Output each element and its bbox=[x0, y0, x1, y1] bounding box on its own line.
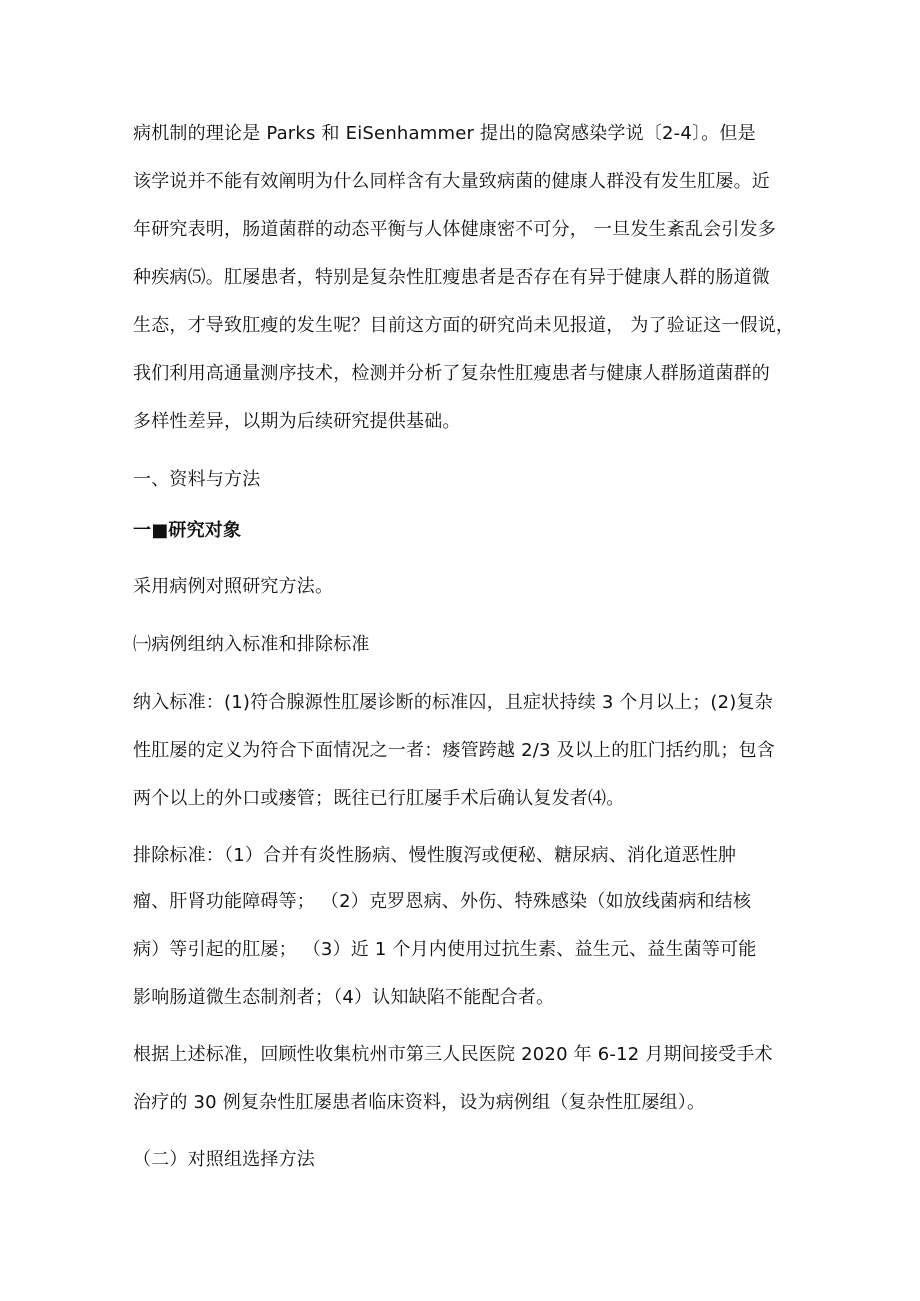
intro-line-1: 病机制的理论是 Parks 和 EiSenhammer 提出的隐窝感染学说〔2-4〕。但是 bbox=[133, 123, 756, 144]
criteria-heading: ㈠病例组纳入标准和排除标准 bbox=[133, 634, 370, 655]
exclusion-line-3: 病）等引起的肛屡； （3）近 1 个月内使用过抗生素、益生元、益生菌等可能 bbox=[133, 939, 757, 960]
section-heading: 一、资料与方法 bbox=[133, 469, 261, 490]
inclusion-line-2: 性肛屡的定义为符合下面情况之一者：瘘管跨越 2/3 及以上的肛门括约肌；包含 bbox=[133, 740, 776, 761]
method-sentence: 采用病例对照研究方法。 bbox=[133, 576, 334, 597]
exclusion-line-1: 排除标准：（1）合并有炎性肠病、慢性腹泻或便秘、糖尿病、消化道恶性肿 bbox=[133, 845, 737, 866]
exclusion-line-4: 影响肠道微生态制剂者；（4）认知缺陷不能配合者。 bbox=[133, 987, 555, 1008]
control-heading: （二）对照组选择方法 bbox=[133, 1149, 315, 1170]
inclusion-line-3: 两个以上的外口或瘘管；既往已行肛屡手术后确认复发者⑷。 bbox=[133, 788, 625, 809]
intro-line-6: 我们利用高通量测序技术，检测并分析了复杂性肛瘦患者与健康人群肠道菌群的 bbox=[133, 363, 770, 384]
intro-line-3: 年研究表明，肠道菌群的动态平衡与人体健康密不可分， 一旦发生紊乱会引发多 bbox=[133, 219, 776, 240]
subsection-heading: 一■研究对象 bbox=[133, 520, 242, 541]
inclusion-line-1: 纳入标准：(1)符合腺源性肛屡诊断的标准囚，且症状持续 3 个月以上；(2)复杂 bbox=[133, 692, 773, 713]
intro-line-4: 种疾病⑸。肛屡患者，特别是复杂性肛瘦患者是否存在有异于健康人群的肠道微 bbox=[133, 267, 770, 288]
intro-line-2: 该学说并不能有效阐明为什么同样含有大量致病菌的健康人群没有发生肛屡。近 bbox=[133, 171, 770, 192]
collection-line-2: 治疗的 30 例复杂性肛屡患者临床资料，设为病例组（复杂性肛屡组）。 bbox=[133, 1092, 706, 1113]
collection-line-1: 根据上述标准，回顾性收集杭州市第三人民医院 2020 年 6-12 月期间接受手术 bbox=[133, 1044, 773, 1065]
exclusion-line-2: 瘤、肝肾功能障碍等； （2）克罗恩病、外伤、特殊感染（如放线菌病和结核 bbox=[133, 891, 752, 912]
intro-line-7: 多样性差异，以期为后续研究提供基础。 bbox=[133, 411, 461, 432]
intro-line-5: 生态，才导致肛瘦的发生呢？目前这方面的研究尚未见报道， 为了验证这一假说， bbox=[133, 315, 795, 336]
